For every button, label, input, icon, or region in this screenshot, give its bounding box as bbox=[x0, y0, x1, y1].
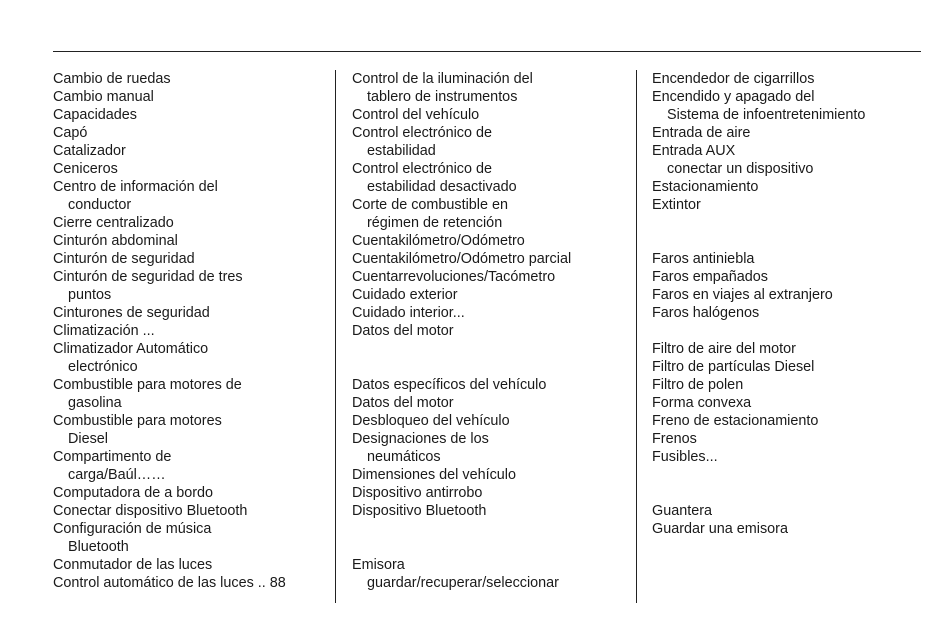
index-entry: Control automático de las luces .. 88 bbox=[53, 575, 286, 591]
index-entry: Designaciones de los bbox=[352, 431, 489, 447]
index-entry: Entrada de aire bbox=[652, 125, 751, 141]
index-entry: Cuidado interior... bbox=[352, 305, 465, 321]
index-subentry: estabilidad bbox=[367, 143, 436, 159]
index-entry: Forma convexa bbox=[652, 395, 752, 411]
index-entry: Cierre centralizado bbox=[53, 215, 174, 231]
index-entry: Cinturón de seguridad de tres bbox=[53, 269, 243, 285]
column-divider-1 bbox=[335, 70, 336, 603]
index-subentry: Bluetooth bbox=[68, 539, 129, 555]
index-subentry: gasolina bbox=[68, 395, 122, 411]
index-entry: Conmutador de las luces bbox=[53, 557, 213, 573]
index-entry: Conectar dispositivo Bluetooth bbox=[53, 503, 248, 519]
index-entry: Entrada AUX bbox=[652, 143, 736, 159]
index-subentry: conductor bbox=[68, 197, 132, 213]
index-subentry: Sistema de infoentretenimiento bbox=[667, 107, 866, 123]
index-subentry: neumáticos bbox=[367, 449, 441, 465]
index-entry: Faros empañados bbox=[652, 269, 768, 285]
index-spacer bbox=[652, 466, 932, 484]
index-entry: Ceniceros bbox=[53, 161, 118, 177]
index-subentry: estabilidad desactivado bbox=[367, 179, 517, 195]
index-entry: Cuentarrevoluciones/Tacómetro bbox=[352, 269, 556, 285]
index-column-3 bbox=[652, 70, 932, 538]
index-entry: Cuentakilómetro/Odómetro parcial bbox=[352, 251, 572, 267]
index-entry: Control electrónico de bbox=[352, 161, 492, 177]
index-entry: Frenos bbox=[652, 431, 697, 447]
index-entry: Computadora de a bordo bbox=[53, 485, 214, 501]
index-subentry: régimen de retención bbox=[367, 215, 503, 231]
index-entry: Cambio de ruedas bbox=[53, 71, 171, 87]
index-entry: Centro de información del bbox=[53, 179, 218, 195]
index-subentry: electrónico bbox=[68, 359, 138, 375]
index-entry: Climatizador Automático bbox=[53, 341, 209, 357]
index-entry: Guantera bbox=[652, 503, 713, 519]
index-entry: Configuración de música bbox=[53, 521, 212, 537]
index-entry: Cinturón abdominal bbox=[53, 233, 178, 249]
index-entry: Freno de estacionamiento bbox=[652, 413, 819, 429]
index-entry: Encendedor de cigarrillos bbox=[652, 71, 815, 87]
index-entry: Combustible para motores bbox=[53, 413, 222, 429]
index-entry: Encendido y apagado del bbox=[652, 89, 815, 105]
index-spacer bbox=[352, 358, 632, 376]
index-entry: Capacidades bbox=[53, 107, 138, 123]
index-entry: Compartimento de bbox=[53, 449, 172, 465]
column-divider-2 bbox=[636, 70, 637, 603]
index-entry: Dispositivo antirrobo bbox=[352, 485, 483, 501]
index-entry: Climatización ... bbox=[53, 323, 155, 339]
index-entry: Cinturones de seguridad bbox=[53, 305, 210, 321]
index-column-2 bbox=[352, 70, 632, 592]
index-spacer bbox=[652, 232, 932, 250]
index-entry: Guardar una emisora bbox=[652, 521, 788, 537]
index-entry: Datos del motor bbox=[352, 395, 454, 411]
index-subentry: guardar/recuperar/seleccionar bbox=[367, 575, 559, 591]
index-spacer bbox=[652, 322, 932, 340]
index-subentry: puntos bbox=[68, 287, 112, 303]
index-entry: Control del vehículo bbox=[352, 107, 480, 123]
index-entry: Fusibles... bbox=[652, 449, 718, 465]
index-column-1 bbox=[53, 70, 333, 592]
top-rule bbox=[53, 51, 921, 52]
index-subentry: Diesel bbox=[68, 431, 108, 447]
index-entry: Control de la iluminación del bbox=[352, 71, 533, 87]
index-entry: Datos del motor bbox=[352, 323, 454, 339]
index-spacer bbox=[652, 214, 932, 232]
index-entry: Catalizador bbox=[53, 143, 126, 159]
index-entry: Capó bbox=[53, 125, 88, 141]
index-spacer bbox=[652, 484, 932, 502]
index-entry: Corte de combustible en bbox=[352, 197, 508, 213]
index-entry: Control electrónico de bbox=[352, 125, 492, 141]
index-entry: Dimensiones del vehículo bbox=[352, 467, 516, 483]
index-entry: Estacionamiento bbox=[652, 179, 759, 195]
index-entry: Cinturón de seguridad bbox=[53, 251, 195, 267]
index-entry: Faros en viajes al extranjero bbox=[652, 287, 833, 303]
index-entry: Faros halógenos bbox=[652, 305, 760, 321]
index-entry: Emisora bbox=[352, 557, 405, 573]
index-entry: Cuentakilómetro/Odómetro bbox=[352, 233, 525, 249]
index-entry: Combustible para motores de bbox=[53, 377, 242, 393]
index-entry: Dispositivo Bluetooth bbox=[352, 503, 487, 519]
index-entry: Extintor bbox=[652, 197, 701, 213]
index-subentry: conectar un dispositivo bbox=[667, 161, 814, 177]
index-entry: Cambio manual bbox=[53, 89, 154, 105]
index-entry: Cuidado exterior bbox=[352, 287, 458, 303]
index-subentry: carga/Baúl…… bbox=[68, 467, 166, 483]
index-spacer bbox=[352, 538, 632, 556]
index-subentry: tablero de instrumentos bbox=[367, 89, 518, 105]
index-entry: Filtro de partículas Diesel bbox=[652, 359, 815, 375]
index-entry: Desbloqueo del vehículo bbox=[352, 413, 510, 429]
index-entry: Filtro de aire del motor bbox=[652, 341, 796, 357]
index-entry: Filtro de polen bbox=[652, 377, 744, 393]
index-entry: Datos específicos del vehículo bbox=[352, 377, 547, 393]
index-spacer bbox=[352, 340, 632, 358]
index-entry: Faros antiniebla bbox=[652, 251, 755, 267]
index-spacer bbox=[352, 520, 632, 538]
